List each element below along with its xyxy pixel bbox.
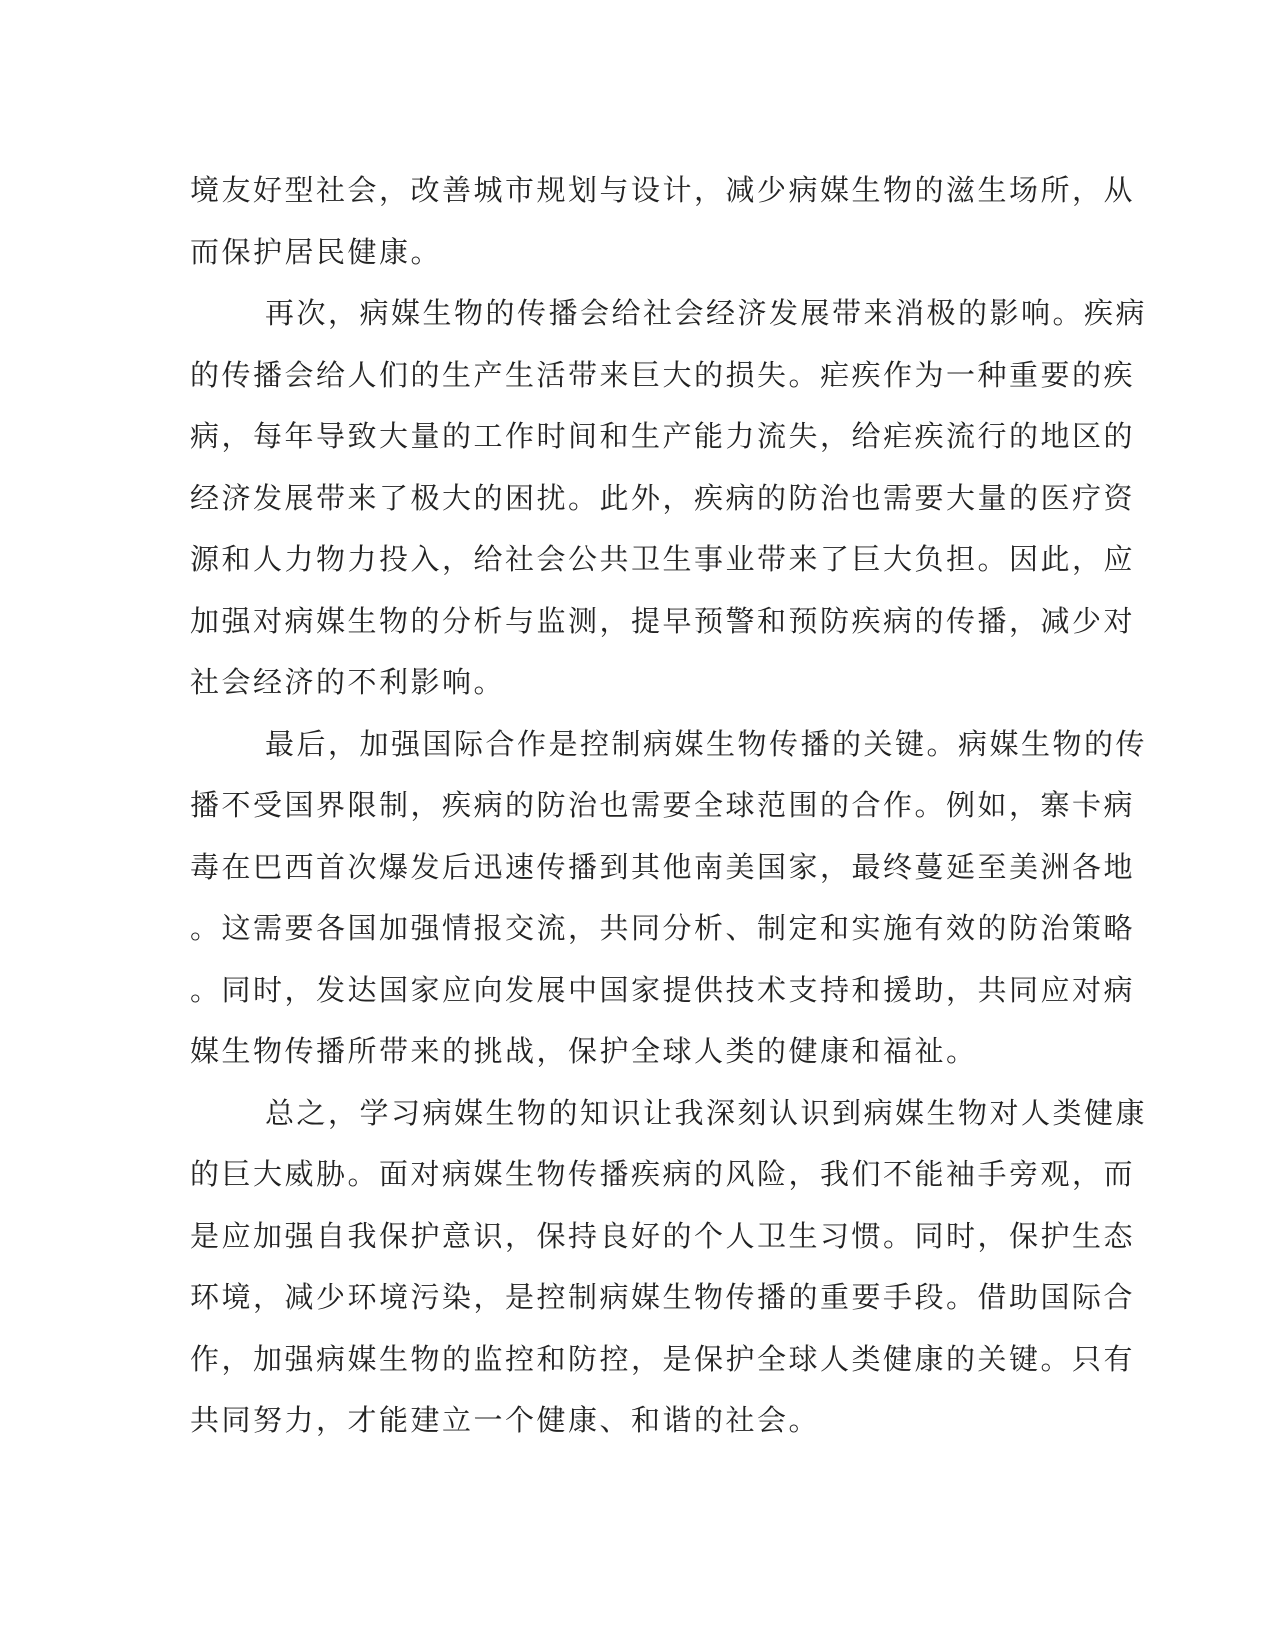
text-line: 的传播会给人们的生产生活带来巨大的损失。疟疾作为一种重要的疾 (190, 357, 1136, 392)
text-line: 。同时，发达国家应向发展中国家提供技术支持和援助，共同应对病 (190, 972, 1136, 1007)
paragraph-start-line: 再次，病媒生物的传播会给社会经济发展带来消极的影响。疾病 (265, 296, 1148, 330)
text-line: 媒生物传播所带来的挑战，保护全球人类的健康和福祉。 (190, 1034, 978, 1068)
text-line: 。这需要各国加强情报交流，共同分析、制定和实施有效的防治策略 (190, 911, 1136, 945)
text-line: 境友好型社会，改善城市规划与设计，减少病媒生物的滋生场所，从 (190, 173, 1136, 207)
body-text (190, 160, 1148, 1452)
text-line: 而保护居民健康。 (190, 234, 443, 269)
text-line: 是应加强自我保护意识，保持良好的个人卫生习惯。同时，保护生态 (190, 1218, 1136, 1253)
text-line: 病，每年导致大量的工作时间和生产能力流失，给疟疾流行的地区的 (190, 419, 1136, 453)
text-line: 环境，减少环境污染，是控制病媒生物传播的重要手段。借助国际合 (190, 1280, 1136, 1314)
text-line: 共同努力，才能建立一个健康、和谐的社会。 (190, 1403, 821, 1437)
text-line: 毒在巴西首次爆发后迅速传播到其他南美国家，最终蔓延至美洲各地 (190, 849, 1136, 884)
text-line: 经济发展带来了极大的困扰。此外，疾病的防治也需要大量的医疗资 (190, 480, 1136, 515)
text-line: 作，加强病媒生物的监控和防控，是保护全球人类健康的关键。只有 (190, 1341, 1136, 1376)
paragraph-start-line: 最后，加强国际合作是控制病媒生物传播的关键。病媒生物的传 (265, 726, 1148, 761)
text-line: 社会经济的不利影响。 (190, 665, 506, 699)
text-line: 源和人力物力投入，给社会公共卫生事业带来了巨大负担。因此，应 (190, 542, 1136, 576)
paragraph-start-line: 总之，学习病媒生物的知识让我深刻认识到病媒生物对人类健康 (265, 1095, 1148, 1130)
text-line: 加强对病媒生物的分析与监测，提早预警和预防疾病的传播，减少对 (190, 603, 1136, 638)
text-line: 的巨大威胁。面对病媒生物传播疾病的风险，我们不能袖手旁观，而 (190, 1157, 1136, 1191)
text-line: 播不受国界限制，疾病的防治也需要全球范围的合作。例如，寨卡病 (190, 788, 1136, 822)
